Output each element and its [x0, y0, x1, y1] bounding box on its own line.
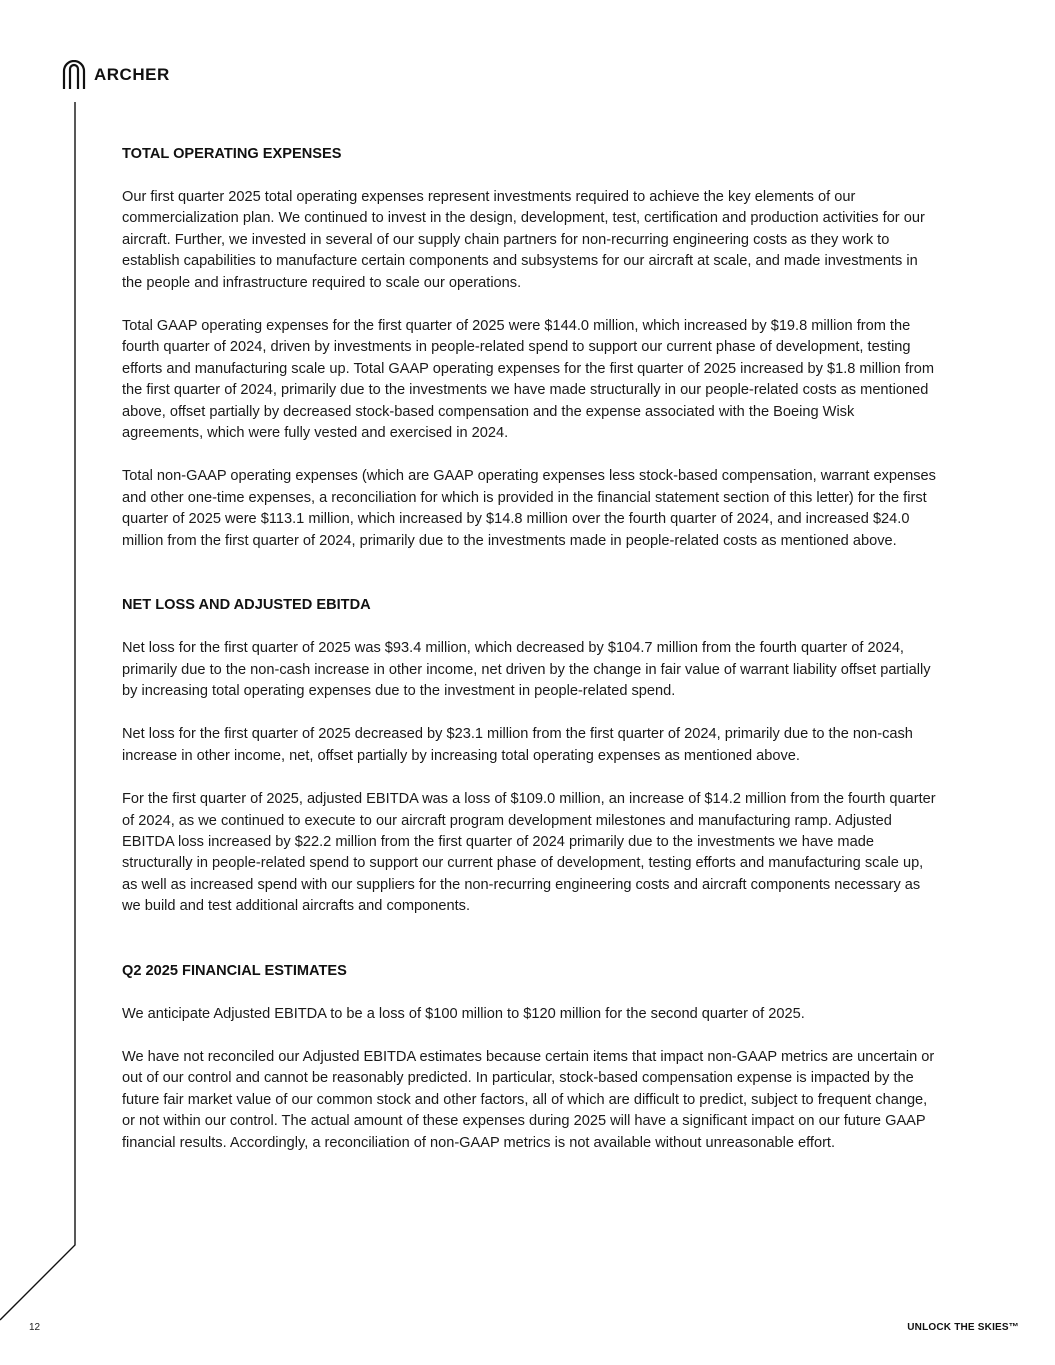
paragraph: Total GAAP operating expenses for the first quarter of 2025 were $144.0 million, which increased by $19.8 million from the fourth quarter of 2024, driven by investments in people-related spend to support our current phase of development, testing efforts and manufacturing scale up. Total GAAP operating expenses for the first quarter of 2025 increased by $1.8 million from the first quarter of 2024, primarily due to the investments we have made structurally in our people-related costs as mentioned above, offset partially by decreased stock-based compensation and the expense associated with the Boeing Wisk agreements, which were fully vested and exercised in 2024. [122, 318, 935, 442]
section-heading: TOTAL OPERATING EXPENSES [122, 146, 342, 162]
section-heading: NET LOSS AND ADJUSTED EBITDA [122, 597, 371, 614]
footer-tagline: UNLOCK THE SKIES™ [907, 1322, 1019, 1333]
section-heading: Q2 2025 FINANCIAL ESTIMATES [122, 962, 347, 979]
section-q2-financial-estimates [122, 961, 937, 1154]
section-net-loss-adjusted-ebitda [122, 595, 937, 917]
paragraph: Net loss for the first quarter of 2025 decreased by $23.1 million from the first quarter of 2024, primarily due to the non-cash increase in other income, net, offset partially by increasing total operating expenses as mentioned above. [122, 726, 913, 764]
paragraph: We have not reconciled our Adjusted EBITDA estimates because certain items that impact non-GAAP metrics are uncertain or out of our control and cannot be reasonably predicted. In particular, stock-based compensation expense is impacted by the future fair market value of our common stock and other factors, all of which are difficult to predict, subject to frequent change, or not within our control. The actual amount of these expenses during 2025 will have a significant impact on our future GAAP financial results. Accordingly, a reconciliation of non-GAAP metrics is not available without unreasonable effort. [122, 1048, 935, 1151]
paragraph: Total non-GAAP operating expenses (which are GAAP operating expenses less stock-based compensation, warrant expenses and other one-time expenses, a reconciliation for which is provided in the financial statement section of this letter) for the first quarter of 2025 were $113.1 million, which increased by $14.8 million over the fourth quarter of 2024, and increased $24.0 million from the first quarter of 2024, primarily due to the investments made in people-related costs as mentioned above. [122, 468, 936, 549]
paragraph: Net loss for the first quarter of 2025 was $93.4 million, which decreased by $104.7 million from the fourth quarter of 2024, primarily due to the non-cash increase in other income, net driven by the change in fair value of warrant liability offset partially by increasing total operating expenses due to the investment in people-related spend. [122, 640, 931, 699]
page-number: 12 [29, 1322, 41, 1333]
document-body [122, 144, 937, 1176]
section-total-operating-expenses [122, 144, 937, 552]
paragraph: For the first quarter of 2025, adjusted EBITDA was a loss of $109.0 million, an increase of $14.2 million from the fourth quarter of 2024, as we continued to execute to our aircraft program development milestones and manufacturing ramp. Adjusted EBITDA loss increased by $22.2 million from the first quarter of 2024 primarily due to the investments we have made structurally in people-related spend to support our current phase of development, testing efforts and manufacturing scale up, as well as increased spend with our suppliers for the non-recurring engineering costs and aircraft components necessary as we build and test additional aircrafts and components. [122, 791, 936, 915]
paragraph: Our first quarter 2025 total operating expenses represent investments required to achieve the key elements of our commercialization plan. We continued to invest in the design, development, test, certification and production activities for our aircraft. Further, we invested in several of our supply chain partners for non-recurring engineering costs as they work to establish capabilities to manufacture certain components and subsystems for our aircraft at scale, and made investments in the people and infrastructure required to scale our operations. [122, 189, 925, 291]
archer-logo-icon [62, 60, 86, 90]
brand-logo [62, 60, 170, 90]
brand-name: ARCHER [94, 65, 170, 84]
paragraph: We anticipate Adjusted EBITDA to be a loss of $100 million to $120 million for the second quarter of 2025. [122, 1005, 805, 1022]
